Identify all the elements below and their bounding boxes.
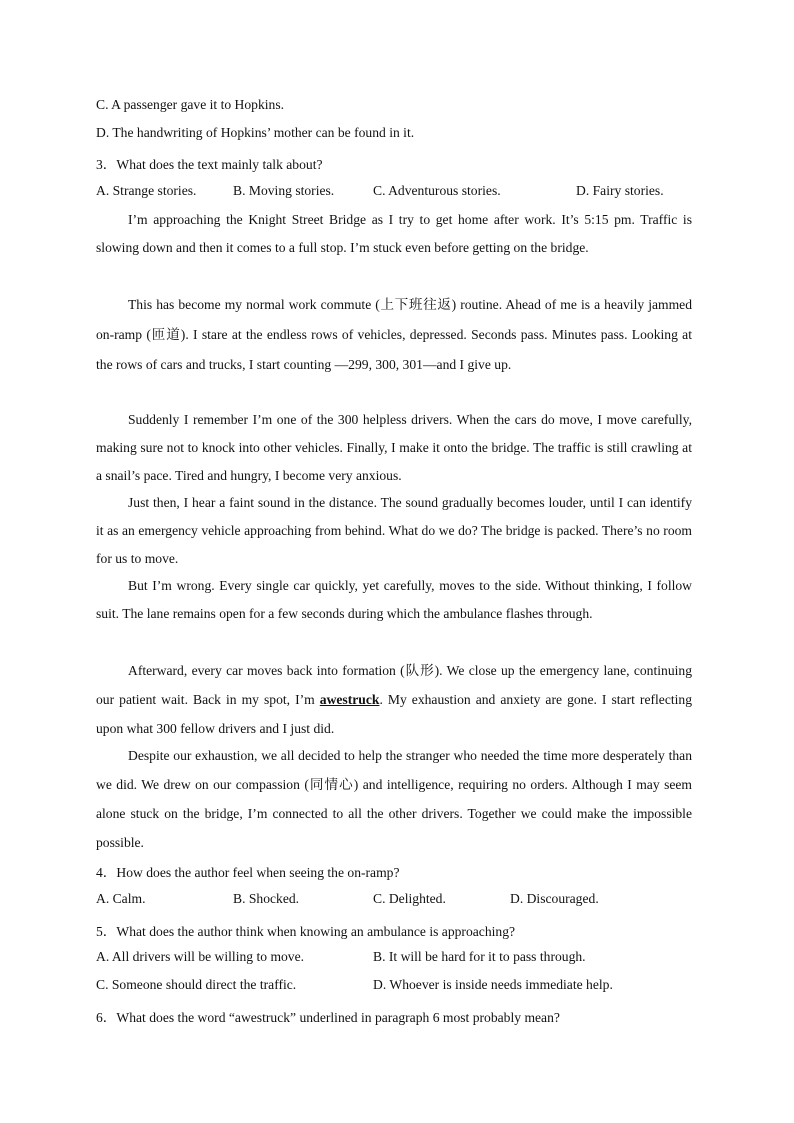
- q5-option-a: A. All drivers will be willing to move.: [96, 949, 305, 964]
- paragraph-6-text-start: Afterward, every car moves back into formation (队形). We close up the emergency lane, continuing our patient wait. Back in my spot, I’m: [96, 663, 692, 707]
- q3-option-c: C. Adventurous stories.: [373, 183, 501, 198]
- paragraph-5-text: But I’m wrong. Every single car quickly, yet carefully, moves to the side. Without thinking, I follow suit. The lane remains open for a few seconds during which the ambulance flashes through.: [96, 578, 692, 621]
- q3-options: [96, 183, 696, 205]
- q4-options: [96, 891, 696, 913]
- q2-option-c: C. A passenger gave it to Hopkins.: [96, 97, 285, 112]
- q3-option-b: B. Moving stories.: [233, 183, 335, 198]
- paragraph-2-text: This has become my normal work commute (上下班往返) routine. Ahead of me is a heavily jammed on-ramp (匝道). I stare at the endless rows of vehicles, depressed. Seconds pass. Minutes pass. Looking at the rows of cars and trucks, I start counting —299, 300, 301—and I give up.: [96, 297, 692, 372]
- passage-paragraph-6: [96, 656, 692, 743]
- q5-option-d: D. Whoever is inside needs immediate help.: [373, 977, 613, 992]
- q4-question: 4．How does the author feel when seeing the on-ramp?: [96, 865, 400, 880]
- q5-options-row-2: [96, 977, 696, 999]
- underlined-word-awestruck: awestruck: [319, 692, 380, 707]
- q3-option-a: A. Strange stories.: [96, 183, 197, 198]
- q5-options-row-1: [96, 949, 696, 971]
- q4-option-b: B. Shocked.: [233, 891, 300, 906]
- q3-option-d: D. Fairy stories.: [576, 183, 664, 198]
- q5-option-b: B. It will be hard for it to pass through.: [373, 949, 586, 964]
- passage-paragraph-1: [96, 206, 692, 262]
- paragraph-3-text: Suddenly I remember I’m one of the 300 helpless drivers. When the cars do move, I move carefully, making sure not to knock into other vehicles. Finally, I make it onto the bridge. The traffic is still crawling at a snail’s pace. Tired and hungry, I become very anxious.: [96, 412, 692, 483]
- passage-paragraph-3: [96, 406, 692, 489]
- q4-option-a: A. Calm.: [96, 891, 146, 906]
- q5-option-c: C. Someone should direct the traffic.: [96, 977, 297, 992]
- passage-paragraph-7: [96, 741, 692, 857]
- q4-option-c: C. Delighted.: [373, 891, 446, 906]
- q3-question: 3．What does the text mainly talk about?: [96, 157, 323, 172]
- passage-paragraph-5: [96, 572, 692, 628]
- passage-paragraph-4: [96, 489, 692, 572]
- paragraph-1-text: I’m approaching the Knight Street Bridge as I try to get home after work. It’s 5:15 pm. Traffic is slowing down and then it comes to a full stop. I’m stuck even before getting on the bridge.: [96, 212, 692, 255]
- q6-question: 6．What does the word “awestruck” underlined in paragraph 6 most probably mean?: [96, 1010, 560, 1025]
- paragraph-4-text: Just then, I hear a faint sound in the distance. The sound gradually becomes louder, until I can identify it as an emergency vehicle approaching from behind. What do we do? The bridge is packed. There’s no room for us to move.: [96, 495, 692, 566]
- paragraph-7-text: Despite our exhaustion, we all decided to help the stranger who needed the time more desperately than we did. We drew on our compassion (同情心) and intelligence, requiring no orders. Although I may seem alone stuck on the bridge, I’m connected to all the other drivers. Together we could make the impossible possible.: [96, 748, 692, 850]
- paragraph-6-text-end: . My exhaustion and anxiety are gone. I start reflecting upon what 300 fellow drivers and I just did.: [96, 692, 693, 736]
- passage-paragraph-2: [96, 290, 692, 380]
- q2-option-d: D. The handwriting of Hopkins’ mother can be found in it.: [96, 125, 415, 140]
- q5-question: 5．What does the author think when knowing an ambulance is approaching?: [96, 924, 516, 939]
- q4-option-d: D. Discouraged.: [510, 891, 599, 906]
